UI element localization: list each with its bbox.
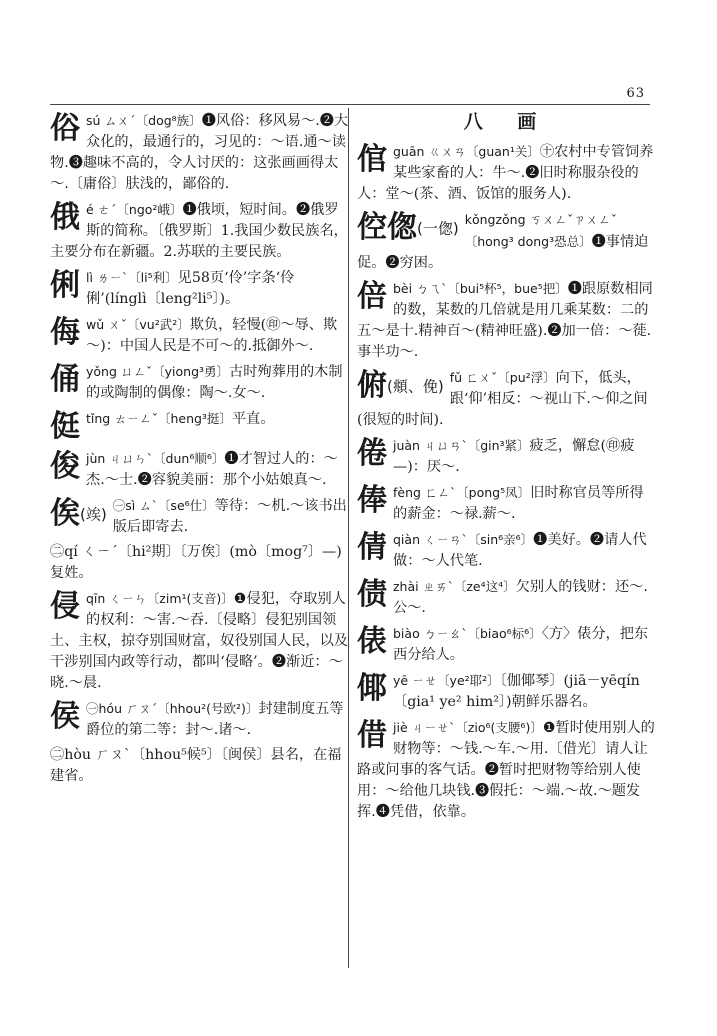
entry-pronunciation: fèng ㄈㄥˋ〔pong⁵凤〕 [393,485,531,500]
entry-definition: ❶美好。❷请人代做：～人代笔. [393,532,647,569]
entry-headword: 倻 [357,671,387,706]
entry-definition: ❶俄顷，短时间。❷俄罗斯的简称。〔俄罗斯〕1.我国少数民族名，主要分布在新疆。2.苏联的主要民族。 [50,202,348,260]
entry-pronunciation: kǒngzǒng ㄎㄨㄥˇㄗㄨㄥˇ〔hong³ dong³恐总〕 [464,212,618,249]
entry-definition: ❶事情迫促。❷穷困。 [357,234,649,271]
entry-pronunciation: qiàn ㄑㄧㄢˋ〔sin⁶亲⁶〕 [393,532,534,547]
dictionary-entry [357,623,657,666]
entry-continuation: ㊁hòu ㄏㄡˋ〔hhou⁵候⁵〕〔闽侯〕县名，在福建省。 [50,747,342,784]
entry-definition: ❶风俗：移风易～.❷大众化的，最通行的，习见的：～语.通～读物.❸趣味不高的，令人讨厌的：这张画画得太～.〔庸俗〕肤浅的，鄙俗的. [50,113,349,192]
entry-definition: 欺负，轻慢(㊞～辱、欺～)：中国人民是不可～的.抵御外～. [86,317,338,354]
dictionary-entry [357,529,657,572]
entry-continuation: ㊁qí ㄑㄧˊ〔hi²期〕〔万俟〕(mò〔mog⁷〕—)复姓。 [50,544,342,581]
dictionary-entry [357,576,657,619]
entry-headword: 侮 [50,315,80,350]
entry-pronunciation: guān ㄍㄨㄢ〔guan¹关〕 [393,144,540,159]
entry-pronunciation: yē ㄧㄝ〔ye²耶²〕 [393,673,500,688]
top-rule [50,104,650,105]
entry-variant: (頫、俛) [387,377,444,396]
entry-definition: 疲乏，懈怠(㊞疲—)：厌～. [393,438,635,475]
entry-definition: 〈方〉俵分，把东西分给人。 [393,626,649,663]
dictionary-entry [50,408,350,444]
right-column [357,110,657,827]
dictionary-entry [50,199,350,263]
entry-pronunciation: tǐng ㄊㄧㄥˇ〔heng³挺〕 [86,411,232,426]
entry-definition: 等待：～机.～该书出版后即寄去. [112,498,347,535]
entry-headword: 倌 [357,142,387,177]
entry-variant: (一偬) [417,219,459,238]
dictionary-entry [50,267,350,310]
entry-pronunciation: fǔ ㄈㄨˇ〔pu²浮〕 [449,370,556,385]
dictionary-entry [50,698,350,741]
entry-pronunciation: zhài ㄓㄞˋ〔ze⁴这⁴〕 [393,579,516,594]
entry-definition: ❶侵犯，夺取别人的权利：～害.～吞.〔侵略〕侵犯别国领土、主权，掠夺别国财富，奴役别国人民，以及干涉别国内政等行动，都叫‘侵略’。❷渐近：～晓.～晨. [50,591,348,691]
entry-headword: 俯(頫、俛) [357,368,444,403]
entry-headword: 俸 [357,483,387,518]
entry-headword: 倦 [357,436,387,471]
entry-definition: ❶才智过人的：～杰.～士.❷容貌美丽：那个小姑娘真～. [86,451,338,488]
entry-pronunciation: bèi ㄅㄟˋ〔bui⁵杯⁵，bue⁵把〕 [393,281,568,296]
entry-headword: 倥偬(一偬) [357,210,459,245]
entry-headword: 侵 [50,589,80,624]
entry-definition: 〔伽倻琴〕(jiā－yēqín〔gia¹ ye² him²〕)朝鲜乐器名。 [393,673,640,710]
dictionary-entry [357,717,657,823]
entry-headword: 倍 [357,279,387,314]
dictionary-entry [357,278,657,363]
entry-headword: 俐 [50,268,80,303]
entry-pronunciation: yǒng ㄩㄥˇ〔yiong³勇〕 [86,364,230,379]
dictionary-entry [357,367,657,431]
entry-pronunciation: wǔ ㄨˇ〔vu²武²〕 [86,317,190,332]
dictionary-entry [357,209,657,274]
entry-definition: 欠别人的钱财：还～.公～. [393,579,648,616]
entry-headword: 俄 [50,200,80,235]
dictionary-entry [357,482,657,525]
dictionary-entry [357,670,657,713]
entry-headword: 俑 [50,362,80,397]
entry-pronunciation: lì ㄌㄧˋ〔li⁵利〕 [86,270,178,285]
dictionary-entry [357,435,657,478]
dictionary-entry [50,495,350,538]
entry-definition: 封建制度五等爵位的第二等：封～.诸～. [86,701,344,738]
dictionary-entry [50,314,350,357]
left-column [50,110,350,791]
entry-variant: (竢) [80,505,107,524]
entry-headword: 俵 [357,624,387,659]
dictionary-entry [50,448,350,491]
entry-headword: 借 [357,718,387,753]
entry-pronunciation: ㊀hóu ㄏㄡˊ〔hhou²(号欧²)〕 [86,701,259,716]
entry-definition: 向下，低头，跟‘仰’相反：～视山下.～仰之间(很短的时间). [357,370,648,428]
entry-definition: 古时殉葬用的木制的或陶制的偶像：陶～.女～. [86,364,343,401]
entry-headword: 侯 [50,699,80,734]
entry-definition: 平直。 [231,411,275,427]
section-heading: 八 画 [463,111,551,133]
dictionary-entry [357,141,657,205]
right-entries [357,141,657,823]
entry-pronunciation: é ㄜˊ〔ngo²峨〕 [86,202,183,217]
entry-definition: ❶暂时使用别人的财物等：～钱.～车.～用.〔借光〕请人让路或问事的客气话。❷暂时把财物等给别人使用：～给他几块钱.❸假托：～端.～故.～题发挥.❹凭借，依靠。 [357,720,655,820]
entry-pronunciation: jiè ㄐㄧㄝˋ〔zio⁶(支腰⁶)〕 [393,720,543,735]
page-number: 63 [626,86,645,101]
entry-headword: 俊 [50,449,80,484]
entry-headword: 侹 [50,409,80,444]
entry-headword: 倩 [357,530,387,565]
entry-definition: ㊉农村中专管饲养某些家畜的人：牛～.❷旧时称服杂役的人：堂～(茶、酒、饭馆的服务人). [357,144,654,202]
entry-definition: 见58页‘伶’字条‘伶俐’(línglì〔leng²li⁵〕)。 [86,270,295,307]
entry-pronunciation: qīn ㄑㄧㄣ〔zim¹(支音)〕 [86,591,234,606]
entry-pronunciation: ㊀sì ㄙˋ〔se⁶仕〕 [112,498,215,513]
entry-pronunciation: biào ㄅㄧㄠˋ〔biao⁶标⁶〕 [393,626,542,641]
dictionary-entry [50,110,350,195]
entry-pronunciation: juàn ㄐㄩㄢˋ〔gin³紧〕 [393,438,530,453]
entry-headword: 债 [357,577,387,612]
entry-pronunciation: sú ㄙㄨˊ〔dog⁸族〕 [86,113,202,128]
entry-headword: 俗 [50,111,80,146]
entry-definition: ❶跟原数相同的数，某数的几倍就是用几乘某数：二的五～是十.精神百～(精神旺盛).❷加一倍：～蓰.事半功～. [357,281,653,360]
entry-definition: 旧时称官员等所得的薪金：～禄.薪～. [393,485,644,522]
dictionary-entry [50,588,350,694]
dictionary-entry [50,361,350,404]
entry-headword: 俟(竢) [50,496,107,531]
entry-pronunciation: jùn ㄐㄩㄣˋ〔dun⁶顺⁶〕 [86,451,225,466]
